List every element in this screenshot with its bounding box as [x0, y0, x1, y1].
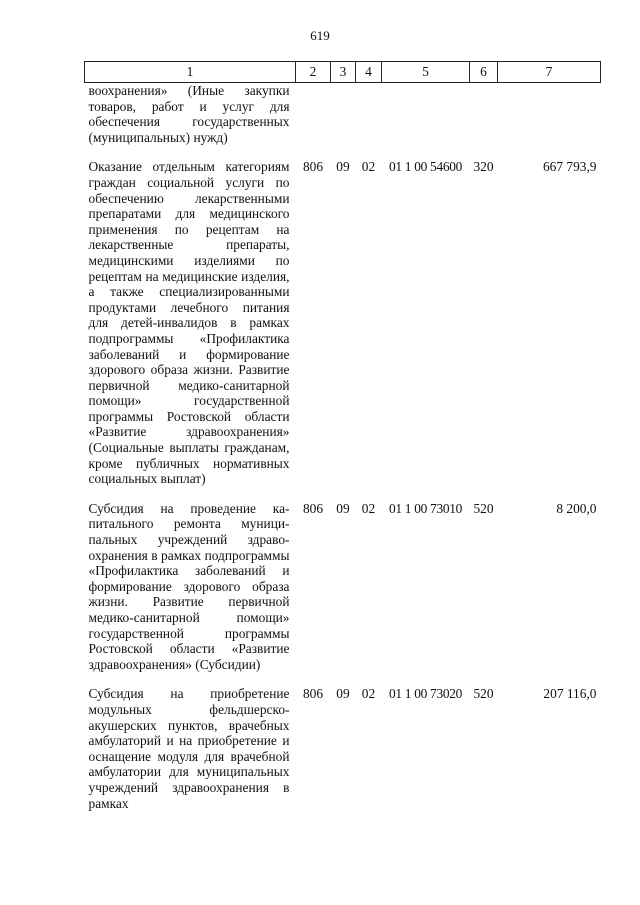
row-subsection: 02 — [361, 500, 376, 516]
header-col-6: 6 — [470, 62, 498, 83]
row-expense-type: 320 — [473, 159, 494, 175]
row-description: воохранения» (Иные закупки товаров, работ и услуг для обеспечения государственных (муниципальных) нужд) — [88, 83, 290, 145]
row-description: Оказание отдельным категориям граждан социальной услуги по обеспечению лекарственными препаратами для медицинского применения по рецептам на лекарственные препараты, медицинскими изделиями по рецептам на медицинские изделия, а также специализированными продуктами лечебного питания для детей-инвалидов в рамках подпрограммы «Профилактика заболеваний и формирование здорового образа жизни. Развитие первичной медико-санитарной помощи» государственной программы Ростовской области «Развитие здравоохранения» (Социальные выплаты гражданам, кроме публичных нормативных социальных выплат) — [88, 159, 290, 487]
row-target-code: 01 1 00 73020 — [388, 686, 463, 702]
header-col-2: 2 — [296, 62, 331, 83]
row-expense-type: 520 — [473, 686, 494, 702]
budget-table — [84, 61, 601, 825]
row-subsection: 02 — [361, 686, 376, 702]
row-subsection: 02 — [361, 159, 376, 175]
row-amount: 667 793,9 — [542, 159, 597, 175]
row-section: 09 — [336, 686, 350, 702]
page-number: 619 — [310, 28, 330, 43]
row-expense-type — [470, 83, 498, 160]
row-section: 09 — [336, 500, 350, 516]
row-target-code: 01 1 00 73010 — [388, 500, 463, 516]
header-col-7: 7 — [498, 62, 601, 83]
row-amount — [498, 83, 601, 160]
table-row — [85, 159, 601, 500]
row-amount: 8 200,0 — [556, 500, 597, 516]
header-col-4: 4 — [356, 62, 382, 83]
row-ministry-code: 806 — [302, 686, 324, 702]
row-ministry-code — [296, 83, 331, 160]
row-description: Субсидия на приобретение модульных фельдшерско-акушерских пунктов, врачебных амбулаторий и на приобретение и оснащение модуля для врачебной амбулатории для муниципальных учреждений здравоохранения в рамках — [88, 686, 290, 811]
row-subsection — [356, 83, 382, 160]
table-row — [85, 83, 601, 160]
row-target-code: 01 1 00 54600 — [388, 159, 463, 175]
row-description: Субсидия на проведение капитального ремонта муниципальных учреждений здравоохранения в рамках подпрограммы «Профилактика заболеваний и формирование здорового образа жизни. Развитие первичной медико-санитарной помощи» государственной программы Ростовской области «Развитие здравоохранения» (Субсидии) — [88, 500, 290, 672]
header-col-5: 5 — [382, 62, 470, 83]
row-amount: 207 116,0 — [543, 686, 597, 702]
row-expense-type: 520 — [473, 500, 494, 516]
row-ministry-code: 806 — [302, 500, 324, 516]
row-target-code — [382, 83, 470, 160]
header-row — [85, 62, 601, 83]
table-row — [85, 501, 601, 687]
table-row — [85, 686, 601, 825]
row-section: 09 — [336, 159, 350, 175]
header-col-3: 3 — [331, 62, 356, 83]
header-col-1: 1 — [85, 62, 296, 83]
row-section — [331, 83, 356, 160]
row-ministry-code: 806 — [302, 159, 324, 175]
